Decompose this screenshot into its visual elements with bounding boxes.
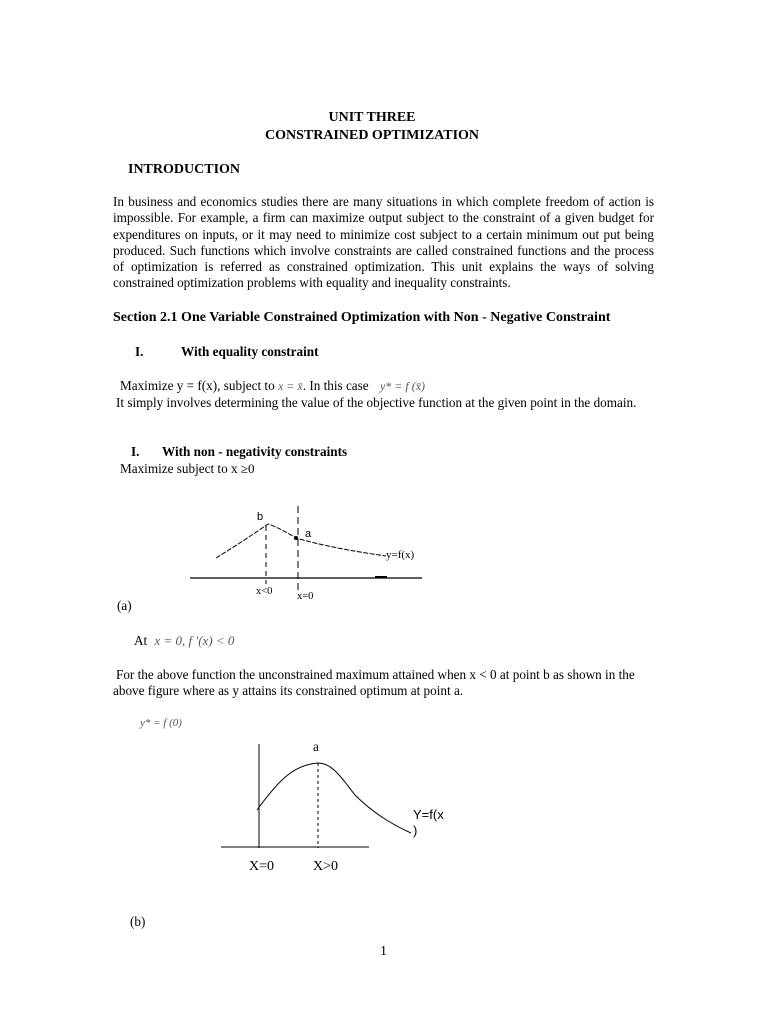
at-line-prefix: At — [134, 633, 148, 648]
figure-b-label-a: a — [313, 739, 319, 754]
figure-b-curve — [257, 763, 411, 833]
ystar-math: y* = f (0) — [140, 717, 182, 729]
intro-paragraph: In business and economics studies there are many situations in which complete freedom of action is impossible. For example, a firm can maximize output subject to the constraint of a given budget for expenditures on inputs, or it may need to minimize cost subject to a certain minimum out put being produced. Such functions which involve constraints are called constrained functions and the process of optimization is referred as constrained optimization. This unit explains the ways of solving constrained optimization problems with equality and inequality constraints. — [113, 194, 654, 291]
figure-a-label-b: b — [257, 511, 264, 523]
nonneg-math: ≥0 — [240, 461, 255, 476]
subheading-equality: With equality constraint — [181, 344, 319, 359]
nonneg-line — [120, 461, 255, 477]
figure-a-point-a — [294, 536, 298, 540]
equality-line-2: It simply involves determining the value of the objective function at the given point in the domain. — [116, 395, 637, 410]
equality-mid: . In this case — [302, 378, 369, 393]
figure-b-x-label-left: X=0 — [249, 859, 275, 874]
equality-math: x = x̄ — [277, 379, 303, 393]
figure-a-caption: (a) — [117, 598, 132, 613]
figure-b-curve-label-line-2: ) — [413, 823, 418, 838]
explanation-paragraph: For the above function the unconstrained maximum attained when x < 0 at point b as shown in the above figure where as y attains its constrained optimum at point a. — [113, 667, 635, 699]
figure-a-x-label-left: x<0 — [256, 586, 273, 597]
unit-title: UNIT THREE — [328, 110, 416, 125]
figure-b-caption: (b) — [130, 914, 146, 929]
at-line-math: x = 0, f ′(x) < 0 — [154, 633, 235, 648]
figure-a — [180, 500, 430, 605]
section-heading: Section 2.1 One Variable Constrained Optimization with Non - Negative Constraint — [113, 310, 611, 325]
figure-b-curve-label-line-1: Y=f(x — [413, 807, 444, 822]
equality-math-2: y* = f (x̄) — [379, 379, 426, 393]
at-line — [134, 633, 234, 649]
figure-a-curve — [216, 524, 386, 558]
subheading-nonneg: With non - negativity constraints — [162, 444, 348, 459]
intro-heading: INTRODUCTION — [128, 162, 241, 177]
subheading-nonneg-numeral: I. — [131, 444, 140, 459]
figure-b-curve-label — [413, 807, 444, 839]
figure-b-x-label-right: X>0 — [313, 859, 339, 874]
page-number: 1 — [380, 944, 387, 959]
subheading-equality-numeral: I. — [135, 344, 144, 359]
equality-line-1 — [120, 378, 425, 394]
figure-a-x-label-right: x=0 — [297, 591, 314, 602]
unit-subtitle: CONSTRAINED OPTIMIZATION — [264, 128, 480, 143]
nonneg-text: Maximize subject to x — [120, 461, 238, 476]
equality-text: Maximize y = f(x), subject to — [120, 378, 275, 393]
figure-a-curve-label: y=f(x) — [386, 549, 415, 561]
figure-a-label-a: a — [305, 528, 312, 540]
